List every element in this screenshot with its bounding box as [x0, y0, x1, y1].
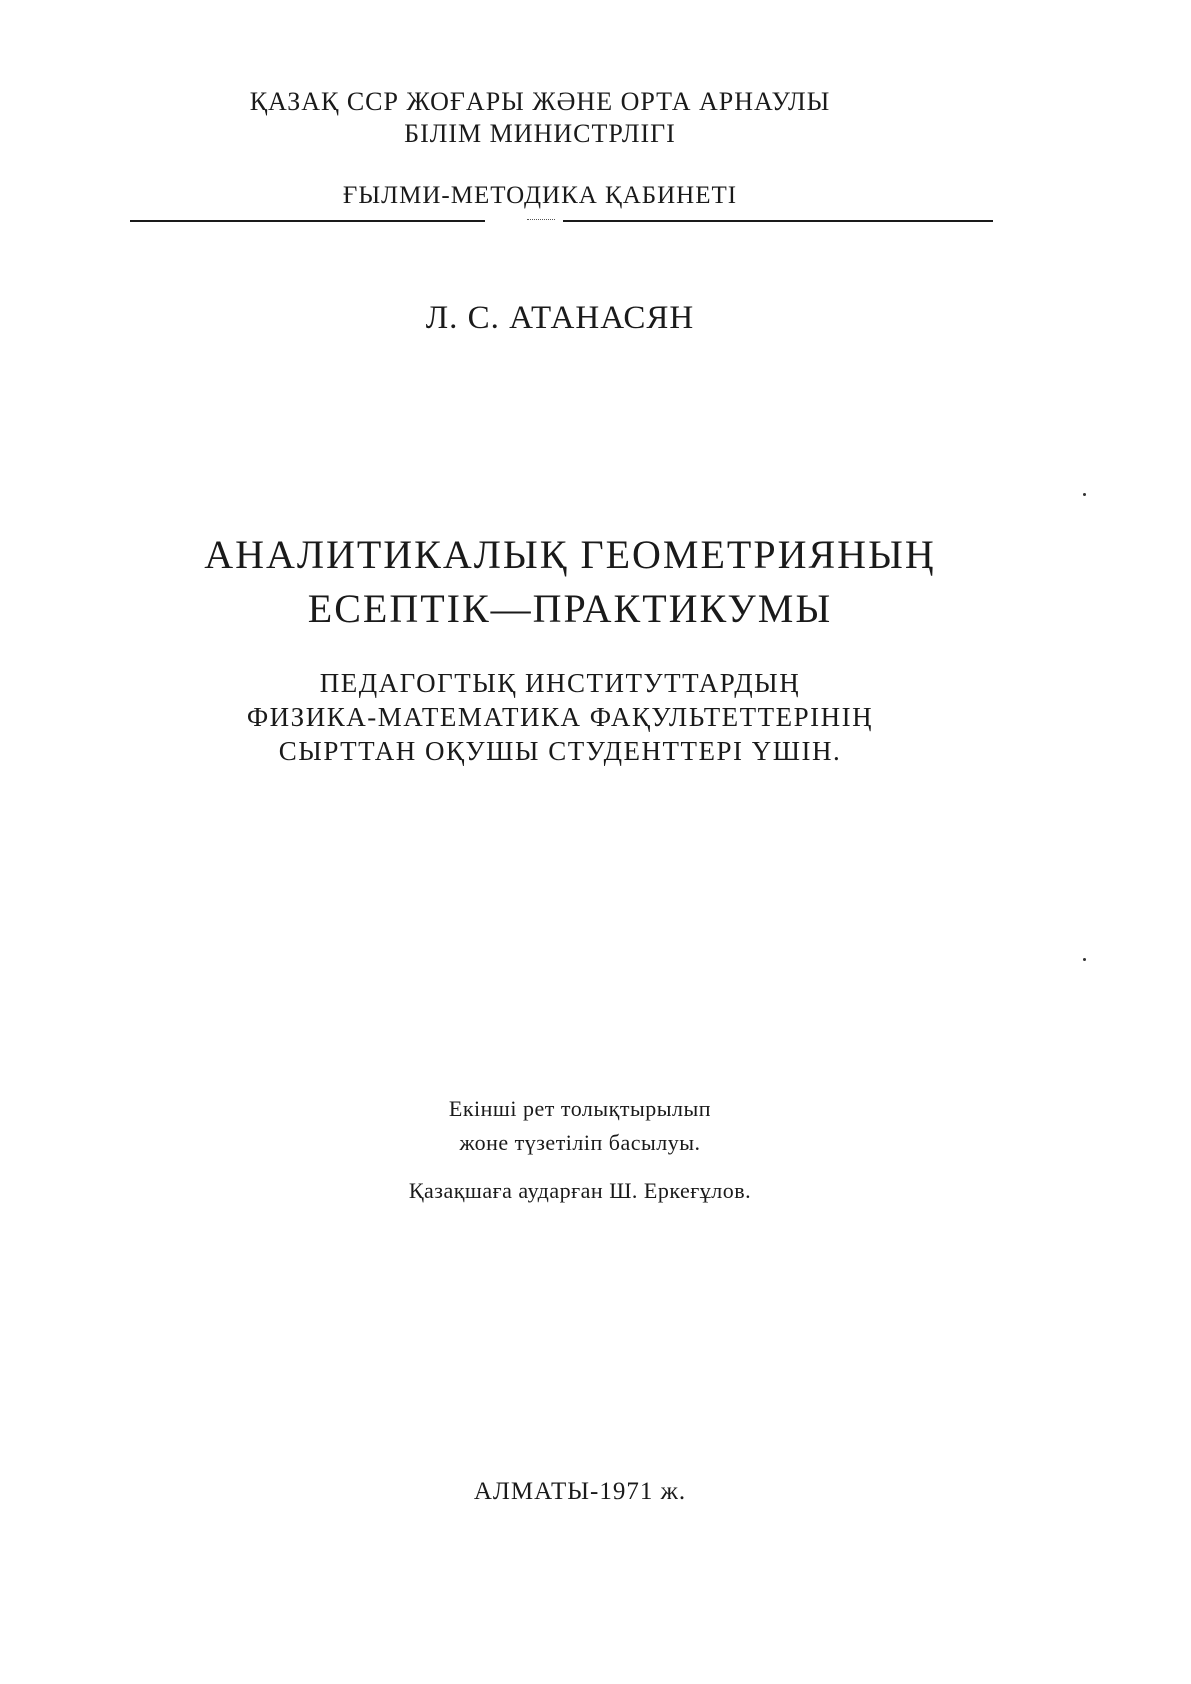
header-rule-right [563, 220, 993, 222]
cabinet-heading: ҒЫЛМИ-МЕТОДИКА ҚАБИНЕТІ [342, 182, 738, 209]
ministry-line-1: ҚАЗАҚ ССР ЖОҒАРЫ ЖӘНЕ ОРТА АРНАУЛЫ [249, 87, 831, 116]
author-name: Л. С. АТАНАСЯН [425, 300, 695, 336]
header-rule-left [130, 220, 485, 222]
print-speck [1083, 493, 1086, 496]
audience-line-2: ФИЗИКА-МАТЕМАТИКА ФАҚУЛЬТЕТТЕРІНІҢ [246, 702, 874, 732]
edition-line-2: жоне түзетіліп басылуы. [459, 1130, 701, 1155]
audience-line-3: СЫРТТАН ОҚУШЫ СТУДЕНТТЕРІ ҮШІН. [278, 736, 842, 766]
translator-note: Қазақшаға аударған Ш. Еркеғұлов. [408, 1178, 752, 1203]
imprint-place-year: АЛМАТЫ-1971 ж. [473, 1478, 687, 1505]
edition-line-1: Екінші рет толықтырылып [448, 1096, 712, 1121]
print-speck [1083, 958, 1086, 961]
edition-note [320, 1092, 840, 1160]
book-title [140, 528, 1000, 636]
audience-line-1: ПЕДАГОГТЫҚ ИНСТИТУТТАРДЫҢ [319, 668, 801, 698]
book-title-line-1: АНАЛИТИКАЛЫҚ ГЕОМЕТРИЯНЫҢ [204, 532, 936, 577]
audience-subtitle [180, 666, 940, 768]
ministry-line-2: БІЛІМ МИНИСТРЛІГІ [404, 119, 676, 148]
book-title-line-2: ЕСЕПТІК—ПРАКТИКУМЫ [307, 586, 833, 631]
header-rule-dots [527, 219, 555, 220]
ministry-heading [200, 86, 880, 150]
